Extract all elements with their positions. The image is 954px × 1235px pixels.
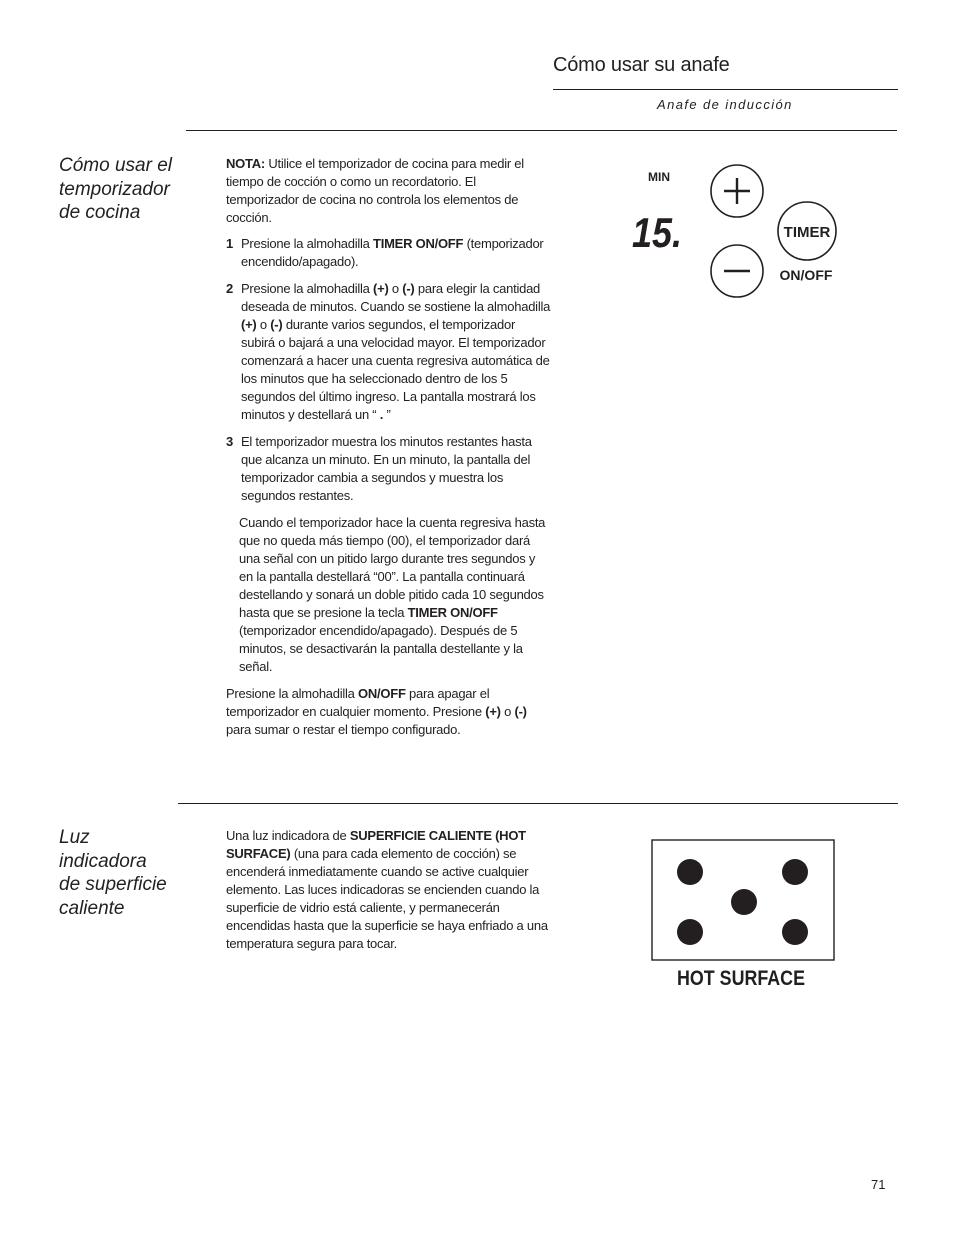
bold-text-segment: SUPERFICIE CALIENTE (HOT SURFACE) [226,828,526,861]
plus-button[interactable] [711,165,763,217]
hot-surface-label: HOT SURFACE [677,967,805,990]
text-segment: Presione la almohadilla [241,281,374,296]
header-rule-short [553,89,898,90]
text-segment: Cuando el temporizador hace la cuenta regresiva hasta que no queda más tiempo (00), el temporizador dará una señal con un pitido largo durante tres segundos y en la pantalla destellará “00”. La pantalla continuará destellando y sonará un doble pitido cada 10 segundos hasta que se presione la tecla [239,515,546,620]
page-title: Cómo usar su anafe [553,54,730,76]
hot-surface-heading-line-3: de superficie [59,874,167,895]
minus-button[interactable] [711,245,763,297]
step-number: 2 [226,281,233,296]
text-segment: El temporizador muestra los minutos restantes hasta que alcanza un minuto. En un minuto, la pantalla del temporizador cambia a segundos y muestra los segundos restantes. [241,434,532,503]
step-number: 3 [226,434,233,449]
text-segment: (una para cada elemento de cocción) se encenderá inmediatamente cuando se active cualquier elemento. Las luces indicadoras se encienden cuando la superficie de vidrio está caliente, y permanecerán encendidas hasta que la superficie se haya enfriado a una temperatura segura para tocar. [226,846,548,951]
text-segment: para elegir la cantidad deseada de minutos. Cuando se sostiene la almohadilla [241,281,551,314]
hot-surface-body [226,827,556,953]
text-segment: Presione la almohadilla [241,236,374,251]
step-number: 1 [226,236,233,251]
step-text [241,236,544,269]
timer-heading-line-1: Cómo usar el [59,155,172,176]
text-segment: Presione la almohadilla [226,686,359,701]
min-label: MIN [648,170,670,184]
bold-text-segment: TIMER ON/OFF [373,236,464,251]
bold-text-segment: TIMER ON/OFF [407,605,498,620]
timer-note [226,155,552,227]
timer-display: 15. [632,209,682,256]
bold-text-segment: (-) [402,281,415,296]
indicator-light-front-right [782,919,808,945]
text-segment: o [500,704,515,719]
bold-text-segment: (-) [270,317,283,332]
hot-surface-heading-line-2: indicadora [59,850,147,872]
text-segment: (temporizador encendido/apagado). Después de 5 minutos, se desactivarán la pantalla destellante y la señal. [239,623,523,674]
hot-surface-paragraph [226,827,556,953]
bold-text-segment: (+) [241,317,257,332]
timer-section-body [226,155,552,739]
text-segment: para apagar el temporizador en cualquier momento. Presione [226,686,490,719]
step-2 [226,280,552,424]
step-3 [226,433,552,505]
text-segment: Una luz indicadora de [226,828,350,843]
timer-section-heading [59,154,189,225]
text-segment: o [256,317,271,332]
text-segment: durante varios segundos, el temporizador subirá o bajará a una velocidad mayor. El temporizador comenzará a hacer una cuenta regresiva automática de los minutos que ha seleccionado dentro de los 5 segundos del último ingreso. La pantalla mostrará los minutos y destellará un “ [241,317,550,422]
hot-surface-heading-line-1: Luz [59,827,90,848]
text-segment: para sumar o restar el tiempo configurado. [226,722,461,737]
bold-text-segment: (+) [373,281,389,296]
note-label: NOTA: [226,156,265,171]
timer-button[interactable] [778,202,836,260]
page-number: 71 [871,1177,886,1192]
timer-final-paragraph [226,685,552,739]
timer-panel-illustration [620,155,850,305]
section-divider [178,803,898,804]
indicator-light-back-right [782,859,808,885]
indicator-light-center [731,889,757,915]
bold-text-segment: (-) [514,704,527,719]
hot-surface-heading [59,826,189,920]
hot-surface-illustration [650,838,840,998]
timer-heading-line-3: de cocina [59,202,141,223]
timer-button-label: TIMER [783,224,831,241]
timer-heading-line-2: temporizador [59,178,170,200]
step-text [241,434,532,503]
note-text: Utilice el temporizador de cocina para medir el tiempo de cocción o como un recordatorio. El temporizador de cocina no controla los elementos de cocción. [226,156,524,225]
countdown-paragraph [226,514,552,676]
on-off-label: ON/OFF [779,267,833,283]
text-segment: ” [383,407,391,422]
header-rule-long [186,130,897,131]
bold-text-segment: ON/OFF [358,686,406,701]
plus-icon [724,178,750,204]
page-subtitle: Anafe de inducción [657,97,793,112]
step-text [241,281,550,422]
indicator-light-front-left [677,919,703,945]
text-segment: o [388,281,403,296]
bold-text-segment: (+) [485,704,501,719]
bold-text-segment: . [379,407,384,422]
indicator-light-back-left [677,859,703,885]
hot-surface-heading-line-4: caliente [59,897,125,919]
step-1 [226,235,552,271]
text-segment: (temporizador encendido/apagado). [241,236,544,269]
